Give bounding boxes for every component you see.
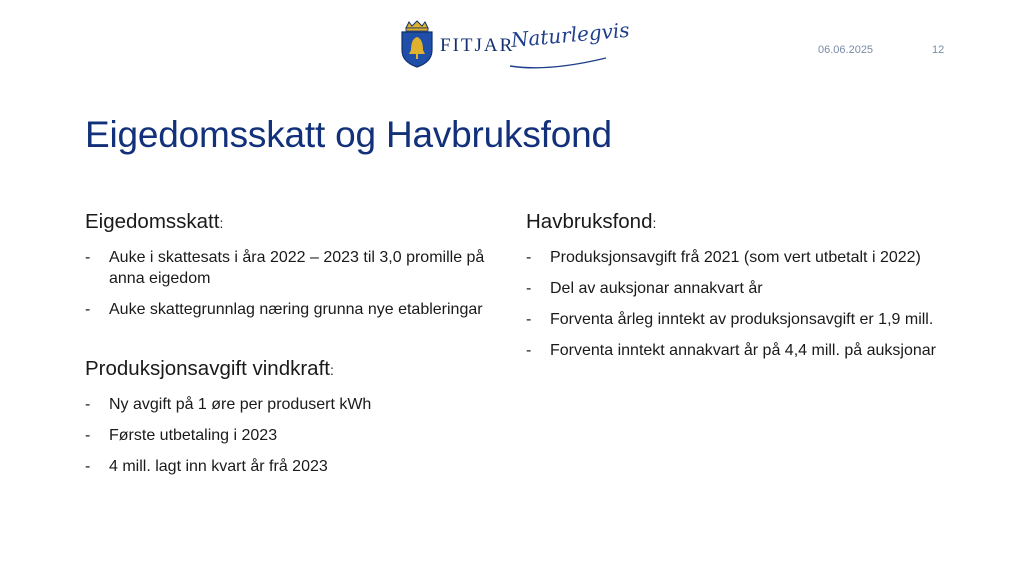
eigedomsskatt-section: [85, 208, 485, 320]
list-item-text: Ny avgift på 1 øre per produsert kWh: [109, 396, 372, 413]
list-item: [85, 456, 485, 477]
section-heading: [526, 208, 946, 237]
dash-bullet: -: [526, 249, 532, 266]
slide-date: 06.06.2025: [818, 44, 874, 56]
dash-bullet: -: [85, 301, 91, 318]
dash-bullet: -: [85, 427, 91, 444]
section-heading: [85, 355, 485, 384]
list-item-text: Auke skattegrunnlag næring grunna nye etableringar: [109, 301, 483, 318]
list-item: [85, 299, 485, 320]
produksjonsavgift-section: [85, 355, 485, 477]
right-column: [526, 208, 946, 371]
list-item: [526, 340, 946, 361]
bullet-list: [85, 394, 485, 477]
fitjar-crest-icon: [400, 20, 434, 68]
dash-bullet: -: [526, 342, 532, 359]
dash-bullet: -: [85, 249, 91, 266]
fitjar-logo: [400, 17, 631, 72]
list-item-text: Forventa årleg inntekt av produksjonsavgift er 1,9 mill.: [550, 311, 934, 328]
heading-colon: :: [329, 362, 334, 378]
list-item: [526, 309, 946, 330]
logo-swoosh-icon: [508, 54, 608, 72]
list-item-text: Produksjonsavgift frå 2021 (som vert utbetalt i 2022): [550, 249, 921, 266]
list-item-text: Del av auksjonar annakvart år: [550, 280, 763, 297]
logo-tagline: Naturlegvis: [509, 17, 631, 52]
havbruksfond-section: [526, 208, 946, 361]
list-item-text: 4 mill. lagt inn kvart år frå 2023: [109, 458, 328, 475]
list-item: [85, 247, 485, 289]
list-item: [526, 278, 946, 299]
list-item-text: Auke i skattesats i åra 2022 – 2023 til 3,0 promille på anna eigedom: [109, 249, 485, 287]
dash-bullet: -: [85, 396, 91, 413]
section-heading-text: Produksjonsavgift vindkraft: [85, 357, 330, 380]
slide-title: Eigedomsskatt og Havbruksfond: [85, 114, 612, 155]
list-item: [85, 425, 485, 446]
dash-bullet: -: [526, 280, 532, 297]
bullet-list: [526, 247, 946, 361]
dash-bullet: -: [85, 458, 91, 475]
heading-colon: :: [219, 215, 224, 231]
heading-colon: :: [652, 215, 657, 231]
list-item-text: Forventa inntekt annakvart år på 4,4 mill. på auksjonar: [550, 342, 936, 359]
left-column: [85, 208, 485, 487]
logo-wordmark: FITJAR: [440, 35, 515, 56]
section-heading-text: Eigedomsskatt: [85, 210, 220, 233]
section-heading: [85, 208, 485, 237]
dash-bullet: -: [526, 311, 532, 328]
list-item: [85, 394, 485, 415]
bullet-list: [85, 247, 485, 320]
list-item-text: Første utbetaling i 2023: [109, 427, 278, 444]
section-heading-text: Havbruksfond: [526, 210, 653, 233]
slide-page-number: 12: [932, 44, 945, 56]
list-item: [526, 247, 946, 268]
